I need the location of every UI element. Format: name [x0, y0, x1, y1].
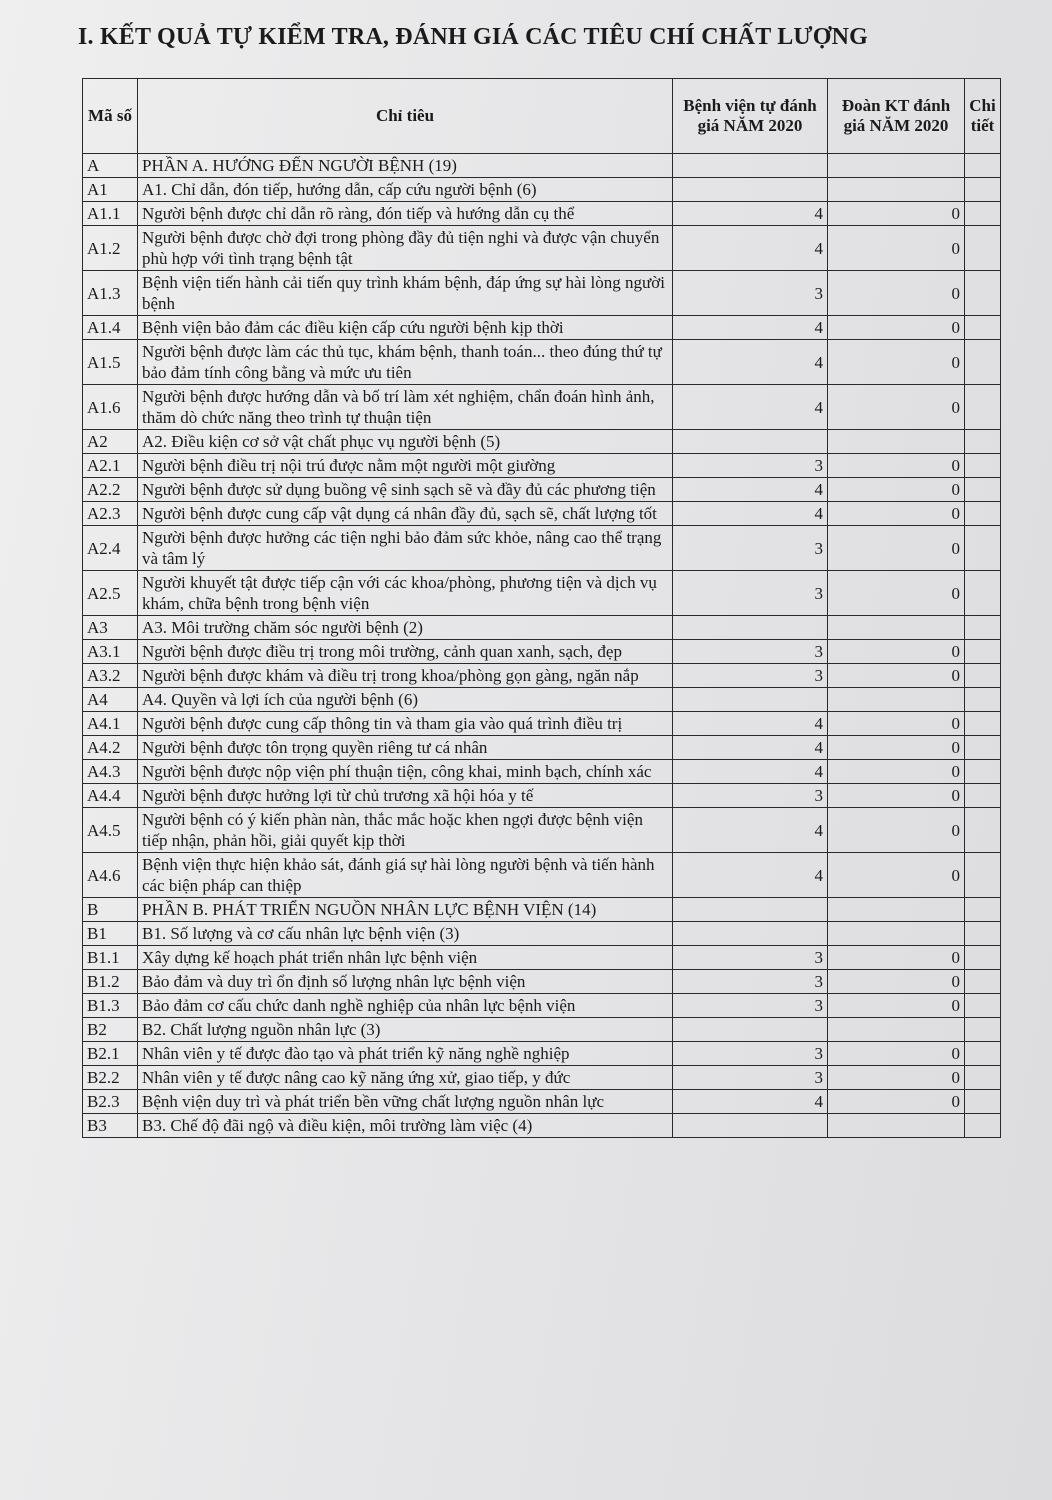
- table-row: [83, 970, 1001, 994]
- criterion-label: Xây dựng kế hoạch phát triển nhân lực bệnh viện: [138, 946, 673, 970]
- criterion-label: Bảo đảm và duy trì ổn định số lượng nhân lực bệnh viện: [138, 970, 673, 994]
- criterion-code: B1.2: [83, 970, 138, 994]
- table-row: [83, 760, 1001, 784]
- self-score: 3: [673, 784, 828, 808]
- criterion-code: A4.6: [83, 853, 138, 898]
- criterion-label: Người bệnh được chờ đợi trong phòng đầy đủ tiện nghi và được vận chuyển phù hợp với tình trạng bệnh tật: [138, 226, 673, 271]
- detail-cell: [965, 946, 1001, 970]
- criterion-code: A3: [83, 616, 138, 640]
- team-score: [828, 688, 965, 712]
- table-row: [83, 178, 1001, 202]
- self-score: [673, 898, 828, 922]
- header-team-assessment: Đoàn KT đánh giá NĂM 2020: [828, 79, 965, 154]
- table-row: [83, 226, 1001, 271]
- detail-cell: [965, 712, 1001, 736]
- detail-cell: [965, 688, 1001, 712]
- criterion-code: A2: [83, 430, 138, 454]
- table-row: [83, 571, 1001, 616]
- self-score: 4: [673, 853, 828, 898]
- criterion-code: B1: [83, 922, 138, 946]
- table-row: [83, 478, 1001, 502]
- team-score: 0: [828, 664, 965, 688]
- detail-cell: [965, 784, 1001, 808]
- criterion-code: A2.4: [83, 526, 138, 571]
- criterion-code: B1.3: [83, 994, 138, 1018]
- table-row: [83, 736, 1001, 760]
- table-row: [83, 1042, 1001, 1066]
- table-row: [83, 946, 1001, 970]
- header-detail: Chi tiết: [965, 79, 1001, 154]
- detail-cell: [965, 616, 1001, 640]
- team-score: 0: [828, 853, 965, 898]
- criterion-label: Người bệnh được nộp viện phí thuận tiện, công khai, minh bạch, chính xác: [138, 760, 673, 784]
- criterion-label: Nhân viên y tế được nâng cao kỹ năng ứng xử, giao tiếp, y đức: [138, 1066, 673, 1090]
- criterion-label: Người bệnh điều trị nội trú được nằm một người một giường: [138, 454, 673, 478]
- criterion-label: Người bệnh được điều trị trong môi trường, cảnh quan xanh, sạch, đẹp: [138, 640, 673, 664]
- criterion-code: A3.2: [83, 664, 138, 688]
- detail-cell: [965, 1066, 1001, 1090]
- detail-cell: [965, 1018, 1001, 1042]
- header-self-assessment: Bệnh viện tự đánh giá NĂM 2020: [673, 79, 828, 154]
- table-row: [83, 454, 1001, 478]
- criterion-label: Người bệnh được chỉ dẫn rõ ràng, đón tiếp và hướng dẫn cụ thể: [138, 202, 673, 226]
- table-row: [83, 898, 1001, 922]
- criterion-label: B3. Chế độ đãi ngộ và điều kiện, môi trường làm việc (4): [138, 1114, 673, 1138]
- criterion-code: A1.2: [83, 226, 138, 271]
- criterion-label: PHẦN A. HƯỚNG ĐẾN NGƯỜI BỆNH (19): [138, 154, 673, 178]
- criterion-label: B1. Số lượng và cơ cấu nhân lực bệnh viện (3): [138, 922, 673, 946]
- table-row: [83, 316, 1001, 340]
- criterion-label: Bệnh viện tiến hành cải tiến quy trình khám bệnh, đáp ứng sự hài lòng người bệnh: [138, 271, 673, 316]
- detail-cell: [965, 664, 1001, 688]
- self-score: 4: [673, 736, 828, 760]
- self-score: 3: [673, 946, 828, 970]
- table-row: [83, 784, 1001, 808]
- criterion-code: A4: [83, 688, 138, 712]
- table-row: [83, 502, 1001, 526]
- self-score: 3: [673, 994, 828, 1018]
- criterion-code: B3: [83, 1114, 138, 1138]
- detail-cell: [965, 202, 1001, 226]
- criterion-code: A2.1: [83, 454, 138, 478]
- detail-cell: [965, 478, 1001, 502]
- self-score: 4: [673, 340, 828, 385]
- table-row: [83, 808, 1001, 853]
- detail-cell: [965, 226, 1001, 271]
- detail-cell: [965, 1042, 1001, 1066]
- criterion-code: B1.1: [83, 946, 138, 970]
- detail-cell: [965, 1090, 1001, 1114]
- criterion-code: A1.3: [83, 271, 138, 316]
- self-score: 4: [673, 1090, 828, 1114]
- criterion-label: Người bệnh được cung cấp thông tin và tham gia vào quá trình điều trị: [138, 712, 673, 736]
- team-score: 0: [828, 970, 965, 994]
- team-score: 0: [828, 478, 965, 502]
- team-score: [828, 898, 965, 922]
- header-code: Mã số: [83, 79, 138, 154]
- table-row: [83, 1114, 1001, 1138]
- self-score: [673, 430, 828, 454]
- criterion-code: A4.4: [83, 784, 138, 808]
- detail-cell: [965, 502, 1001, 526]
- detail-cell: [965, 271, 1001, 316]
- self-score: [673, 616, 828, 640]
- criterion-label: A3. Môi trường chăm sóc người bệnh (2): [138, 616, 673, 640]
- team-score: 0: [828, 712, 965, 736]
- self-score: 4: [673, 712, 828, 736]
- criterion-label: PHẦN B. PHÁT TRIỂN NGUỒN NHÂN LỰC BỆNH VIỆN (14): [138, 898, 673, 922]
- team-score: 0: [828, 454, 965, 478]
- criterion-label: Bệnh viện duy trì và phát triển bền vững chất lượng nguồn nhân lực: [138, 1090, 673, 1114]
- table-row: [83, 526, 1001, 571]
- self-score: 3: [673, 970, 828, 994]
- detail-cell: [965, 340, 1001, 385]
- criterion-label: Người bệnh được tôn trọng quyền riêng tư cá nhân: [138, 736, 673, 760]
- team-score: 0: [828, 385, 965, 430]
- self-score: 4: [673, 760, 828, 784]
- team-score: 0: [828, 271, 965, 316]
- table-header-row: [83, 79, 1001, 154]
- detail-cell: [965, 922, 1001, 946]
- self-score: 3: [673, 1042, 828, 1066]
- self-score: 3: [673, 571, 828, 616]
- criterion-label: Nhân viên y tế được đào tạo và phát triển kỹ năng nghề nghiệp: [138, 1042, 673, 1066]
- self-score: 3: [673, 640, 828, 664]
- self-score: [673, 1114, 828, 1138]
- team-score: [828, 430, 965, 454]
- criterion-label: Người bệnh được hưởng các tiện nghi bảo đảm sức khỏe, nâng cao thể trạng và tâm lý: [138, 526, 673, 571]
- detail-cell: [965, 178, 1001, 202]
- criterion-label: Người bệnh được hưởng lợi từ chủ trương xã hội hóa y tế: [138, 784, 673, 808]
- team-score: 0: [828, 760, 965, 784]
- self-score: 3: [673, 1066, 828, 1090]
- table-row: [83, 1018, 1001, 1042]
- self-score: 4: [673, 478, 828, 502]
- detail-cell: [965, 385, 1001, 430]
- team-score: 0: [828, 640, 965, 664]
- team-score: 0: [828, 784, 965, 808]
- header-indicator: Chỉ tiêu: [138, 79, 673, 154]
- team-score: 0: [828, 202, 965, 226]
- criterion-label: A4. Quyền và lợi ích của người bệnh (6): [138, 688, 673, 712]
- table-row: [83, 1066, 1001, 1090]
- criterion-label: Bảo đảm cơ cấu chức danh nghề nghiệp của nhân lực bệnh viện: [138, 994, 673, 1018]
- section-title: I. KẾT QUẢ TỰ KIỂM TRA, ĐÁNH GIÁ CÁC TIÊU CHÍ CHẤT LƯỢNG: [78, 24, 868, 50]
- self-score: [673, 1018, 828, 1042]
- table-row: [83, 430, 1001, 454]
- detail-cell: [965, 1114, 1001, 1138]
- detail-cell: [965, 154, 1001, 178]
- table-row: [83, 853, 1001, 898]
- quality-criteria-table: [82, 78, 1001, 1138]
- self-score: 4: [673, 226, 828, 271]
- detail-cell: [965, 640, 1001, 664]
- criterion-code: A4.3: [83, 760, 138, 784]
- self-score: [673, 154, 828, 178]
- criterion-code: A2.5: [83, 571, 138, 616]
- team-score: 0: [828, 808, 965, 853]
- self-score: 4: [673, 202, 828, 226]
- table-row: [83, 154, 1001, 178]
- team-score: [828, 616, 965, 640]
- detail-cell: [965, 853, 1001, 898]
- criterion-code: A1.4: [83, 316, 138, 340]
- team-score: 0: [828, 526, 965, 571]
- team-score: [828, 922, 965, 946]
- criterion-label: Bệnh viện bảo đảm các điều kiện cấp cứu người bệnh kịp thời: [138, 316, 673, 340]
- team-score: [828, 154, 965, 178]
- criterion-code: A: [83, 154, 138, 178]
- team-score: 0: [828, 502, 965, 526]
- team-score: 0: [828, 994, 965, 1018]
- criterion-code: A3.1: [83, 640, 138, 664]
- criterion-label: B2. Chất lượng nguồn nhân lực (3): [138, 1018, 673, 1042]
- criterion-code: B2.2: [83, 1066, 138, 1090]
- self-score: 4: [673, 316, 828, 340]
- criterion-code: A4.2: [83, 736, 138, 760]
- criterion-label: Người bệnh được khám và điều trị trong khoa/phòng gọn gàng, ngăn nắp: [138, 664, 673, 688]
- detail-cell: [965, 994, 1001, 1018]
- criterion-code: A1: [83, 178, 138, 202]
- criterion-label: A2. Điều kiện cơ sở vật chất phục vụ người bệnh (5): [138, 430, 673, 454]
- criterion-code: B2.3: [83, 1090, 138, 1114]
- criterion-label: Người bệnh được sử dụng buồng vệ sinh sạch sẽ và đầy đủ các phương tiện: [138, 478, 673, 502]
- team-score: [828, 1018, 965, 1042]
- criterion-code: A1.1: [83, 202, 138, 226]
- criterion-label: Bệnh viện thực hiện khảo sát, đánh giá sự hài lòng người bệnh và tiến hành các biện pháp can thiệp: [138, 853, 673, 898]
- criterion-label: Người bệnh được làm các thủ tục, khám bệnh, thanh toán... theo đúng thứ tự bảo đảm tính công bằng và mức ưu tiên: [138, 340, 673, 385]
- self-score: 4: [673, 808, 828, 853]
- criterion-code: A4.1: [83, 712, 138, 736]
- table-row: [83, 385, 1001, 430]
- criterion-label: A1. Chỉ dẫn, đón tiếp, hướng dẫn, cấp cứu người bệnh (6): [138, 178, 673, 202]
- table-row: [83, 640, 1001, 664]
- criterion-code: A2.2: [83, 478, 138, 502]
- self-score: 4: [673, 385, 828, 430]
- table-row: [83, 994, 1001, 1018]
- criterion-label: Người bệnh có ý kiến phàn nàn, thắc mắc hoặc khen ngợi được bệnh viện tiếp nhận, phản hồi, giải quyết kịp thời: [138, 808, 673, 853]
- detail-cell: [965, 571, 1001, 616]
- detail-cell: [965, 526, 1001, 571]
- table-row: [83, 1090, 1001, 1114]
- team-score: 0: [828, 946, 965, 970]
- detail-cell: [965, 760, 1001, 784]
- detail-cell: [965, 808, 1001, 853]
- team-score: 0: [828, 226, 965, 271]
- self-score: 3: [673, 664, 828, 688]
- detail-cell: [965, 454, 1001, 478]
- detail-cell: [965, 736, 1001, 760]
- self-score: 3: [673, 454, 828, 478]
- detail-cell: [965, 898, 1001, 922]
- detail-cell: [965, 430, 1001, 454]
- team-score: 0: [828, 736, 965, 760]
- team-score: [828, 1114, 965, 1138]
- team-score: 0: [828, 1090, 965, 1114]
- criterion-label: Người khuyết tật được tiếp cận với các khoa/phòng, phương tiện và dịch vụ khám, chữa bệnh trong bệnh viện: [138, 571, 673, 616]
- self-score: 3: [673, 271, 828, 316]
- table-body: [83, 154, 1001, 1138]
- team-score: 0: [828, 1066, 965, 1090]
- team-score: 0: [828, 571, 965, 616]
- team-score: 0: [828, 1042, 965, 1066]
- criterion-label: Người bệnh được hướng dẫn và bố trí làm xét nghiệm, chẩn đoán hình ảnh, thăm dò chức năng theo trình tự thuận tiện: [138, 385, 673, 430]
- criterion-code: B2.1: [83, 1042, 138, 1066]
- team-score: 0: [828, 340, 965, 385]
- table-row: [83, 712, 1001, 736]
- criterion-code: A2.3: [83, 502, 138, 526]
- team-score: 0: [828, 316, 965, 340]
- self-score: [673, 688, 828, 712]
- table-row: [83, 664, 1001, 688]
- table-row: [83, 922, 1001, 946]
- self-score: 4: [673, 502, 828, 526]
- criterion-code: A4.5: [83, 808, 138, 853]
- self-score: [673, 922, 828, 946]
- table-row: [83, 202, 1001, 226]
- criterion-code: A1.6: [83, 385, 138, 430]
- table-row: [83, 271, 1001, 316]
- criterion-code: B: [83, 898, 138, 922]
- table-row: [83, 688, 1001, 712]
- detail-cell: [965, 316, 1001, 340]
- detail-cell: [965, 970, 1001, 994]
- criterion-code: B2: [83, 1018, 138, 1042]
- table-row: [83, 616, 1001, 640]
- table-row: [83, 340, 1001, 385]
- self-score: [673, 178, 828, 202]
- criterion-label: Người bệnh được cung cấp vật dụng cá nhân đầy đủ, sạch sẽ, chất lượng tốt: [138, 502, 673, 526]
- criterion-code: A1.5: [83, 340, 138, 385]
- self-score: 3: [673, 526, 828, 571]
- team-score: [828, 178, 965, 202]
